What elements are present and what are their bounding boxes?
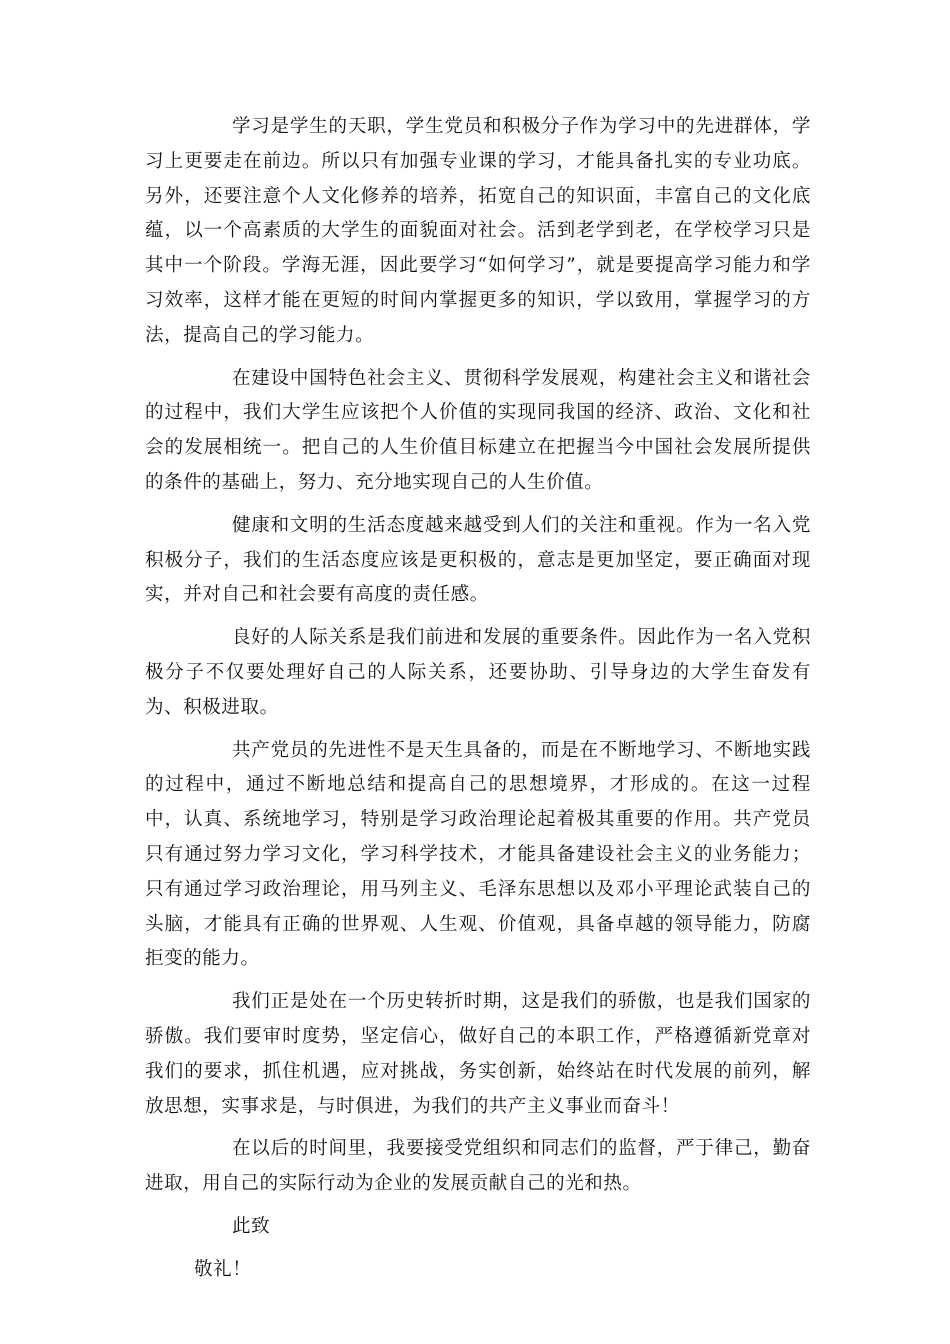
paragraph-commitment: 在以后的时间里，我要接受党组织和同志们的监督，严于律己，勤奋进取，用自己的实际行动为企业的发展贡献自己的光和热。 bbox=[145, 1138, 811, 1195]
paragraph-relationships: 良好的人际关系是我们前进和发展的重要条件。因此作为一名入党积极分子不仅要处理好自己的人际关系，还要协助、引导身边的大学生奋发有为、积极进取。 bbox=[145, 627, 811, 718]
paragraph-attitude: 健康和文明的生活态度越来越受到人们的关注和重视。作为一名入党积极分子，我们的生活态度应该是更积极的，意志是更加坚定，要正确面对现实，并对自己和社会要有高度的责任感。 bbox=[145, 514, 811, 606]
paragraph-values: 在建设中国特色社会主义、贯彻科学发展观，构建社会主义和谐社会的过程中，我们大学生应该把个人价值的实现同我国的经济、政治、文化和社会的发展相统一。把自己的人生价值目标建立在把握当今中国社会发展所提供的条件的基础上，努力、充分地实现自己的人生价值。 bbox=[145, 367, 811, 493]
closing-phrase: 此致 bbox=[232, 1215, 271, 1237]
paragraph-advancement: 共产党员的先进性不是天生具备的，而是在不断地学习、不断地实践的过程中，通过不断地总结和提高自己的思想境界，才形成的。在这一过程中，认真、系统地学习，特别是学习政治理论起着极其重要的作用。共产党员只有通过努力学习文化，学习科学技术，才能具备建设社会主义的业务能力；只有通过学习政治理论，用马列主义、毛泽东思想以及邓小平理论武装自己的头脑，才能具有正确的世界观、人生观、价值观，具备卓越的领导能力，防腐拒变的能力。 bbox=[145, 739, 811, 970]
paragraph-study: 学习是学生的天职，学生党员和积极分子作为学习中的先进群体，学习上更要走在前边。所以只有加强专业课的学习，才能具备扎实的专业功底。另外，还要注意个人文化修养的培养，拓宽自己的知识面，丰富自己的文化底蕴，以一个高素质的大学生的面貌面对社会。活到老学到老，在学校学习只是其中一个阶段。学海无涯，因此要学习“如何学习”，就是要提高学习能力和学习效率，这样才能在更短的时间内掌握更多的知识，学以致用，掌握学习的方法，提高自己的学习能力。 bbox=[145, 116, 811, 346]
paragraph-era: 我们正是处在一个历史转折时期，这是我们的骄傲，也是我们国家的骄傲。我们要审时度势，坚定信心，做好自己的本职工作，严格遵循新党章对我们的要求，抓住机遇，应对挑战，务实创新，始终站在时代发展的前列，解放思想，实事求是，与时俱进，为我们的共产主义事业而奋斗！ bbox=[145, 991, 811, 1117]
letter-body bbox=[145, 110, 811, 1288]
salutation: 敬礼！ bbox=[194, 1258, 252, 1280]
